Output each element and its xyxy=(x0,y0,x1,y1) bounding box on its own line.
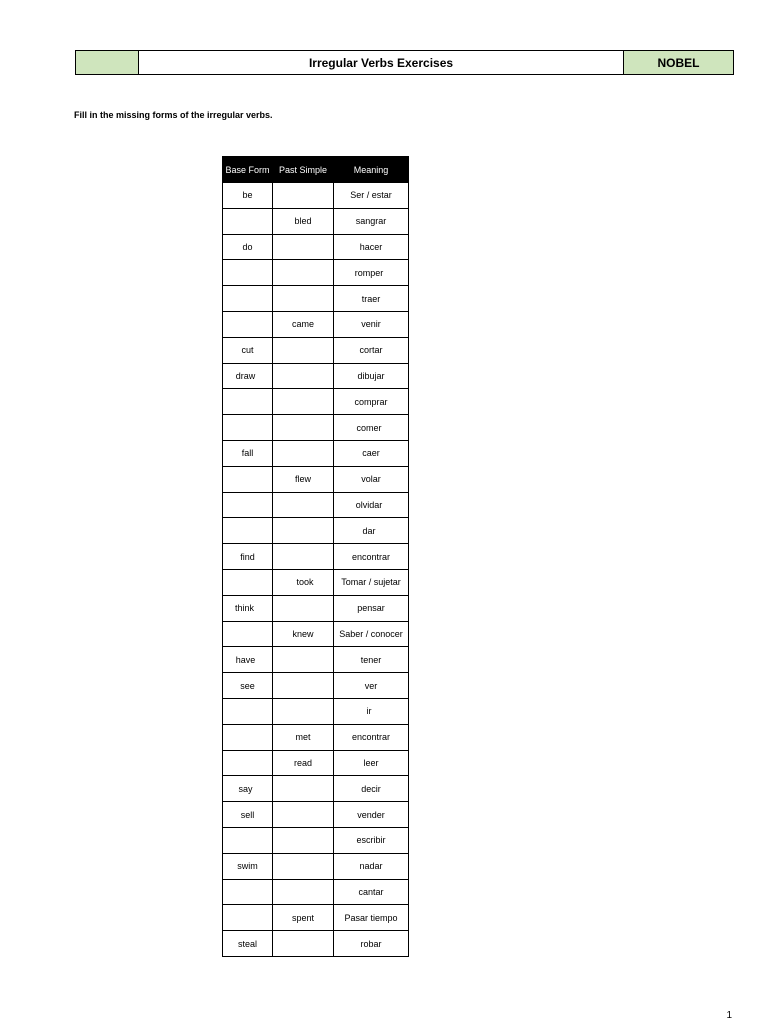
meaning-cell: caer xyxy=(334,440,409,466)
table-row xyxy=(223,208,409,234)
base-form-cell[interactable] xyxy=(223,879,273,905)
meaning-cell: olvidar xyxy=(334,492,409,518)
page-number: 1 xyxy=(726,1010,732,1021)
past-simple-cell: spent xyxy=(273,905,334,931)
meaning-cell: pensar xyxy=(334,595,409,621)
base-form-cell[interactable] xyxy=(223,750,273,776)
table-row xyxy=(223,621,409,647)
table-row xyxy=(223,853,409,879)
table-row xyxy=(223,183,409,209)
base-form-cell: cut xyxy=(223,337,273,363)
meaning-cell: vender xyxy=(334,802,409,828)
past-simple-cell[interactable] xyxy=(273,595,334,621)
base-form-cell[interactable] xyxy=(223,827,273,853)
table-row xyxy=(223,415,409,441)
table-row xyxy=(223,931,409,957)
base-form-cell[interactable] xyxy=(223,724,273,750)
past-simple-cell: flew xyxy=(273,466,334,492)
column-header-meaning: Meaning xyxy=(334,157,409,183)
past-simple-cell[interactable] xyxy=(273,544,334,570)
table-row xyxy=(223,595,409,621)
meaning-cell: comer xyxy=(334,415,409,441)
table-row xyxy=(223,569,409,595)
meaning-cell: volar xyxy=(334,466,409,492)
meaning-cell: hacer xyxy=(334,234,409,260)
past-simple-cell: bled xyxy=(273,208,334,234)
base-form-cell: have xyxy=(223,647,273,673)
past-simple-cell[interactable] xyxy=(273,234,334,260)
base-form-cell[interactable] xyxy=(223,311,273,337)
meaning-cell: venir xyxy=(334,311,409,337)
table-row xyxy=(223,776,409,802)
base-form-cell: do xyxy=(223,234,273,260)
base-form-cell: sell xyxy=(223,802,273,828)
column-header-base-form: Base Form xyxy=(223,157,273,183)
table-row xyxy=(223,466,409,492)
base-form-cell[interactable] xyxy=(223,389,273,415)
base-form-cell[interactable] xyxy=(223,492,273,518)
meaning-cell: ver xyxy=(334,673,409,699)
past-simple-cell[interactable] xyxy=(273,673,334,699)
worksheet-header xyxy=(75,50,734,75)
table-row xyxy=(223,647,409,673)
base-form-cell[interactable] xyxy=(223,905,273,931)
base-form-cell: see xyxy=(223,673,273,699)
instructions-text: Fill in the missing forms of the irregular verbs. xyxy=(74,110,273,120)
meaning-cell: romper xyxy=(334,260,409,286)
header-accent-cell xyxy=(76,51,139,74)
table-row xyxy=(223,389,409,415)
past-simple-cell[interactable] xyxy=(273,931,334,957)
past-simple-cell: came xyxy=(273,311,334,337)
meaning-cell: encontrar xyxy=(334,544,409,570)
past-simple-cell: read xyxy=(273,750,334,776)
base-form-cell[interactable] xyxy=(223,208,273,234)
table-row xyxy=(223,673,409,699)
past-simple-cell[interactable] xyxy=(273,827,334,853)
past-simple-cell[interactable] xyxy=(273,363,334,389)
table-row xyxy=(223,905,409,931)
table-row xyxy=(223,827,409,853)
base-form-cell: swim xyxy=(223,853,273,879)
brand-label: NOBEL xyxy=(624,51,733,74)
past-simple-cell[interactable] xyxy=(273,415,334,441)
table-row xyxy=(223,234,409,260)
base-form-cell: fall xyxy=(223,440,273,466)
meaning-cell: cortar xyxy=(334,337,409,363)
past-simple-cell[interactable] xyxy=(273,853,334,879)
base-form-cell[interactable] xyxy=(223,415,273,441)
past-simple-cell[interactable] xyxy=(273,440,334,466)
base-form-cell: draw xyxy=(223,363,273,389)
past-simple-cell[interactable] xyxy=(273,183,334,209)
base-form-cell: steal xyxy=(223,931,273,957)
base-form-cell: find xyxy=(223,544,273,570)
past-simple-cell[interactable] xyxy=(273,879,334,905)
base-form-cell: think xyxy=(223,595,273,621)
past-simple-cell[interactable] xyxy=(273,260,334,286)
base-form-cell[interactable] xyxy=(223,621,273,647)
base-form-cell: say xyxy=(223,776,273,802)
table-row xyxy=(223,698,409,724)
meaning-cell: cantar xyxy=(334,879,409,905)
base-form-cell[interactable] xyxy=(223,466,273,492)
past-simple-cell: knew xyxy=(273,621,334,647)
page-title: Irregular Verbs Exercises xyxy=(139,51,624,74)
past-simple-cell[interactable] xyxy=(273,776,334,802)
irregular-verbs-table xyxy=(222,156,409,957)
column-header-past-simple: Past Simple xyxy=(273,157,334,183)
past-simple-cell[interactable] xyxy=(273,698,334,724)
past-simple-cell[interactable] xyxy=(273,337,334,363)
past-simple-cell[interactable] xyxy=(273,647,334,673)
table-row xyxy=(223,286,409,312)
meaning-cell: nadar xyxy=(334,853,409,879)
meaning-cell: Saber / conocer xyxy=(334,621,409,647)
base-form-cell[interactable] xyxy=(223,260,273,286)
meaning-cell: decir xyxy=(334,776,409,802)
past-simple-cell: took xyxy=(273,569,334,595)
table-row xyxy=(223,260,409,286)
meaning-cell: Ser / estar xyxy=(334,183,409,209)
table-row xyxy=(223,440,409,466)
meaning-cell: comprar xyxy=(334,389,409,415)
meaning-cell: dar xyxy=(334,518,409,544)
base-form-cell[interactable] xyxy=(223,518,273,544)
base-form-cell: be xyxy=(223,183,273,209)
meaning-cell: dibujar xyxy=(334,363,409,389)
table-row xyxy=(223,363,409,389)
base-form-cell[interactable] xyxy=(223,698,273,724)
meaning-cell: encontrar xyxy=(334,724,409,750)
meaning-cell: Tomar / sujetar xyxy=(334,569,409,595)
table-row xyxy=(223,337,409,363)
past-simple-cell[interactable] xyxy=(273,389,334,415)
table-row xyxy=(223,492,409,518)
table-header-row xyxy=(223,157,409,183)
meaning-cell: escribir xyxy=(334,827,409,853)
past-simple-cell[interactable] xyxy=(273,286,334,312)
table-row xyxy=(223,724,409,750)
table-row xyxy=(223,311,409,337)
meaning-cell: tener xyxy=(334,647,409,673)
meaning-cell: robar xyxy=(334,931,409,957)
past-simple-cell[interactable] xyxy=(273,802,334,828)
table-row xyxy=(223,544,409,570)
past-simple-cell[interactable] xyxy=(273,492,334,518)
meaning-cell: Pasar tiempo xyxy=(334,905,409,931)
meaning-cell: ir xyxy=(334,698,409,724)
meaning-cell: leer xyxy=(334,750,409,776)
past-simple-cell[interactable] xyxy=(273,518,334,544)
table-row xyxy=(223,802,409,828)
table-row xyxy=(223,879,409,905)
table-row xyxy=(223,518,409,544)
base-form-cell[interactable] xyxy=(223,286,273,312)
base-form-cell[interactable] xyxy=(223,569,273,595)
table-row xyxy=(223,750,409,776)
past-simple-cell: met xyxy=(273,724,334,750)
meaning-cell: traer xyxy=(334,286,409,312)
meaning-cell: sangrar xyxy=(334,208,409,234)
